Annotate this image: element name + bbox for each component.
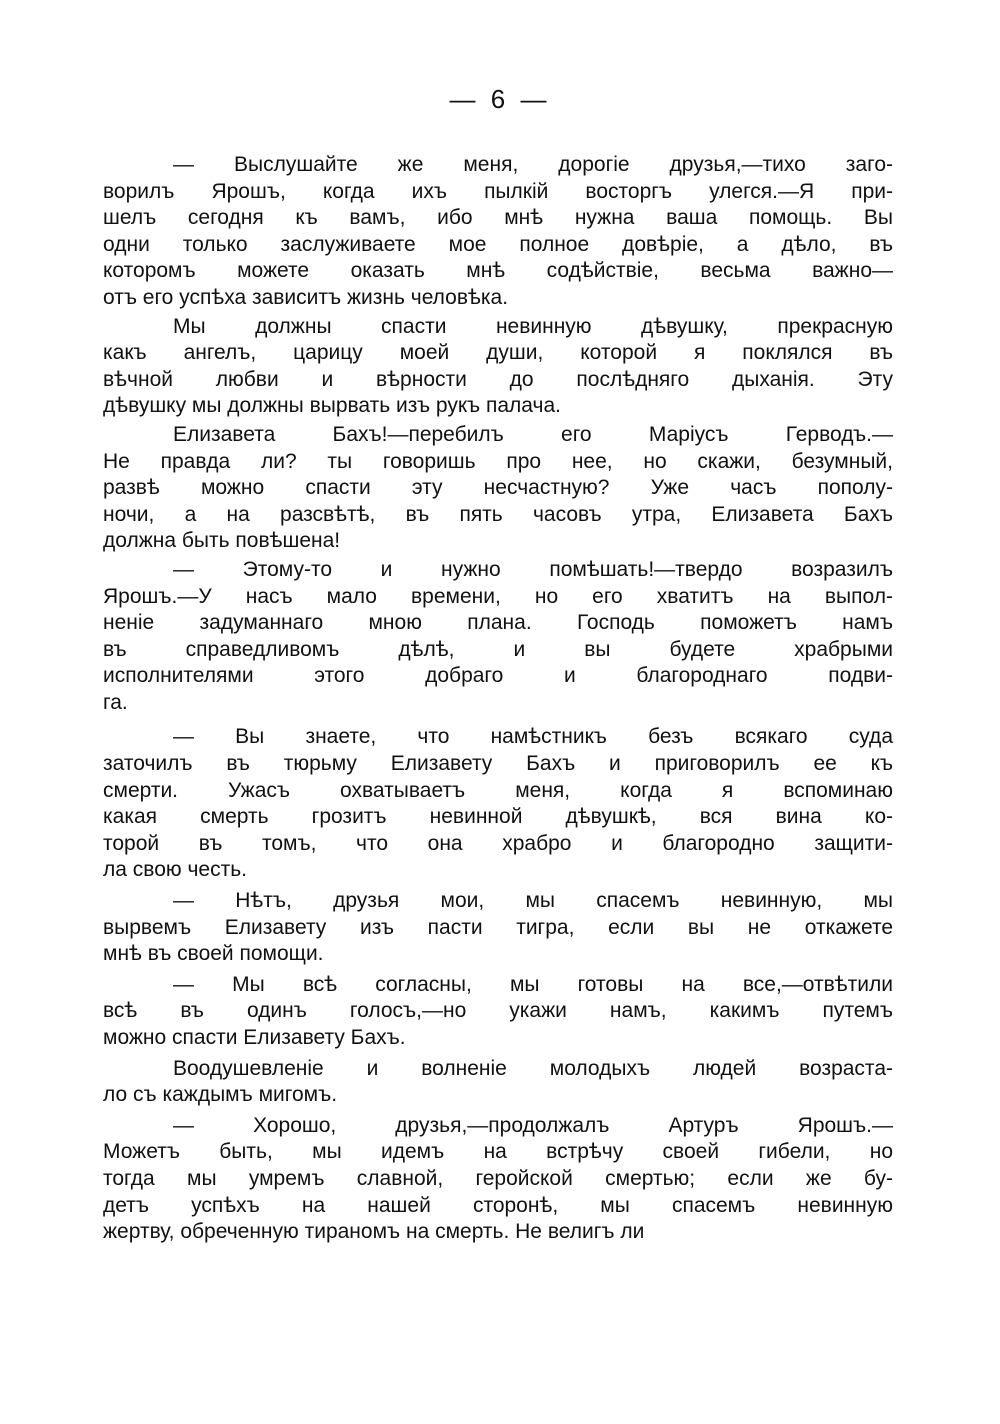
text-line: смерти. Ужасъ охватываетъ меня, когда я вспоминаю: [103, 778, 893, 802]
text-line: въ справедливомъ дѣлѣ, и вы будете храбрыми: [103, 637, 893, 661]
text-line: должна быть повѣшена!: [103, 529, 341, 553]
text-line: торой въ томъ, что она храбро и благородно защити-: [103, 831, 893, 855]
text-line: — Вы знаете, что намѣстникъ безъ всякаго суда: [173, 725, 893, 749]
text-line: Не правда ли? ты говоришь про нее, но скажи, безумный,: [103, 449, 893, 473]
text-line: Можетъ быть, мы идемъ на встрѣчу своей гибели, но: [103, 1140, 893, 1164]
text-line: можно спасти Елизавету Бахъ.: [103, 1026, 406, 1049]
text-line: — Нѣтъ, друзья мои, мы спасемъ невинную, мы: [173, 889, 893, 913]
text-line: ло съ каждымъ мигомъ.: [103, 1083, 338, 1107]
paragraph: [103, 724, 893, 884]
text-line: — Этому-то и нужно помѣшать!—твердо возразилъ: [173, 557, 893, 581]
text-line: неніе задуманнаго мною плана. Господь поможетъ намъ: [103, 611, 893, 635]
paragraph: [103, 314, 893, 420]
paragraph: [103, 152, 893, 312]
text-line: всѣ въ одинъ голосъ,—но укажи намъ, какимъ путемъ: [103, 999, 893, 1023]
text-line: вырвемъ Елизавету изъ пасти тигра, если вы не откажете: [103, 915, 893, 939]
paragraph: [103, 422, 893, 555]
paragraph: [103, 888, 893, 968]
paragraph: [103, 972, 893, 1052]
text-line: — Выслушайте же меня, дорогіе друзья,—тихо заго-: [173, 153, 893, 176]
page-number: — 6 —: [449, 84, 551, 114]
text-line: Ярошъ.—У насъ мало времени, но его хватитъ на выпол-: [103, 584, 893, 608]
text-line: Елизавета Бахъ!—перебилъ его Маріусъ Герводъ.—: [173, 422, 893, 446]
paragraph: [103, 557, 893, 717]
text-line: отъ его успѣха зависитъ жизнь человѣка.: [103, 285, 509, 309]
text-line: исполнителями этого добраго и благороднаго подви-: [103, 664, 893, 688]
text-line: ла свою честь.: [103, 858, 247, 882]
text-line: какъ ангелъ, царицу моей души, которой я поклялся въ: [103, 341, 893, 365]
text-line: Воодушевленіе и волненіе молодыхъ людей возраста-: [173, 1056, 893, 1080]
text-line: — Хорошо, друзья,—продолжалъ Артуръ Ярошъ.—: [173, 1113, 893, 1137]
text-line: какая смерть грозитъ невинной дѣвушкѣ, вся вина ко-: [103, 805, 893, 829]
text-line: развѣ можно спасти эту несчастную? Уже часъ пополу-: [103, 476, 893, 500]
text-line: жертву, обреченную тираномъ на смерть. Не велигъ ли: [103, 1220, 645, 1244]
text-line: одни только заслуживаете мое полное довѣріе, а дѣло, въ: [103, 232, 893, 256]
text-line: которомъ можете оказать мнѣ содѣйствіе, весьма важно—: [103, 259, 893, 283]
text-line: заточилъ въ тюрьму Елизавету Бахъ и приговорилъ ее къ: [103, 752, 893, 776]
text-line: — Мы всѣ согласны, мы готовы на все,—отвѣтили: [173, 972, 893, 996]
text-line: тогда мы умремъ славной, геройской смертью; если же бу-: [103, 1166, 893, 1190]
text-line: Мы должны спасти невинную дѣвушку, прекрасную: [173, 314, 893, 338]
text-line: шелъ сегодня къ вамъ, ибо мнѣ нужна ваша помощь. Вы: [103, 206, 893, 230]
text-line: мнѣ въ своей помощи.: [103, 942, 324, 966]
text-line: га.: [103, 690, 128, 714]
text-line: детъ успѣхъ на нашей сторонѣ, мы спасемъ невинную: [103, 1193, 893, 1217]
paragraph: [103, 1113, 893, 1246]
text-line: ночи, а на разсвѣтѣ, въ пять часовъ утра, Елизавета Бахъ: [103, 502, 893, 526]
text-line: ворилъ Ярошъ, когда ихъ пылкій восторгъ улегся.—Я при-: [103, 179, 893, 203]
text-line: дѣвушку мы должны вырвать изъ рукъ палача.: [103, 394, 561, 418]
text-body: [103, 152, 893, 1246]
paragraph: [103, 1056, 893, 1109]
text-line: вѣчной любви и вѣрности до послѣдняго дыханія. Эту: [103, 367, 893, 391]
